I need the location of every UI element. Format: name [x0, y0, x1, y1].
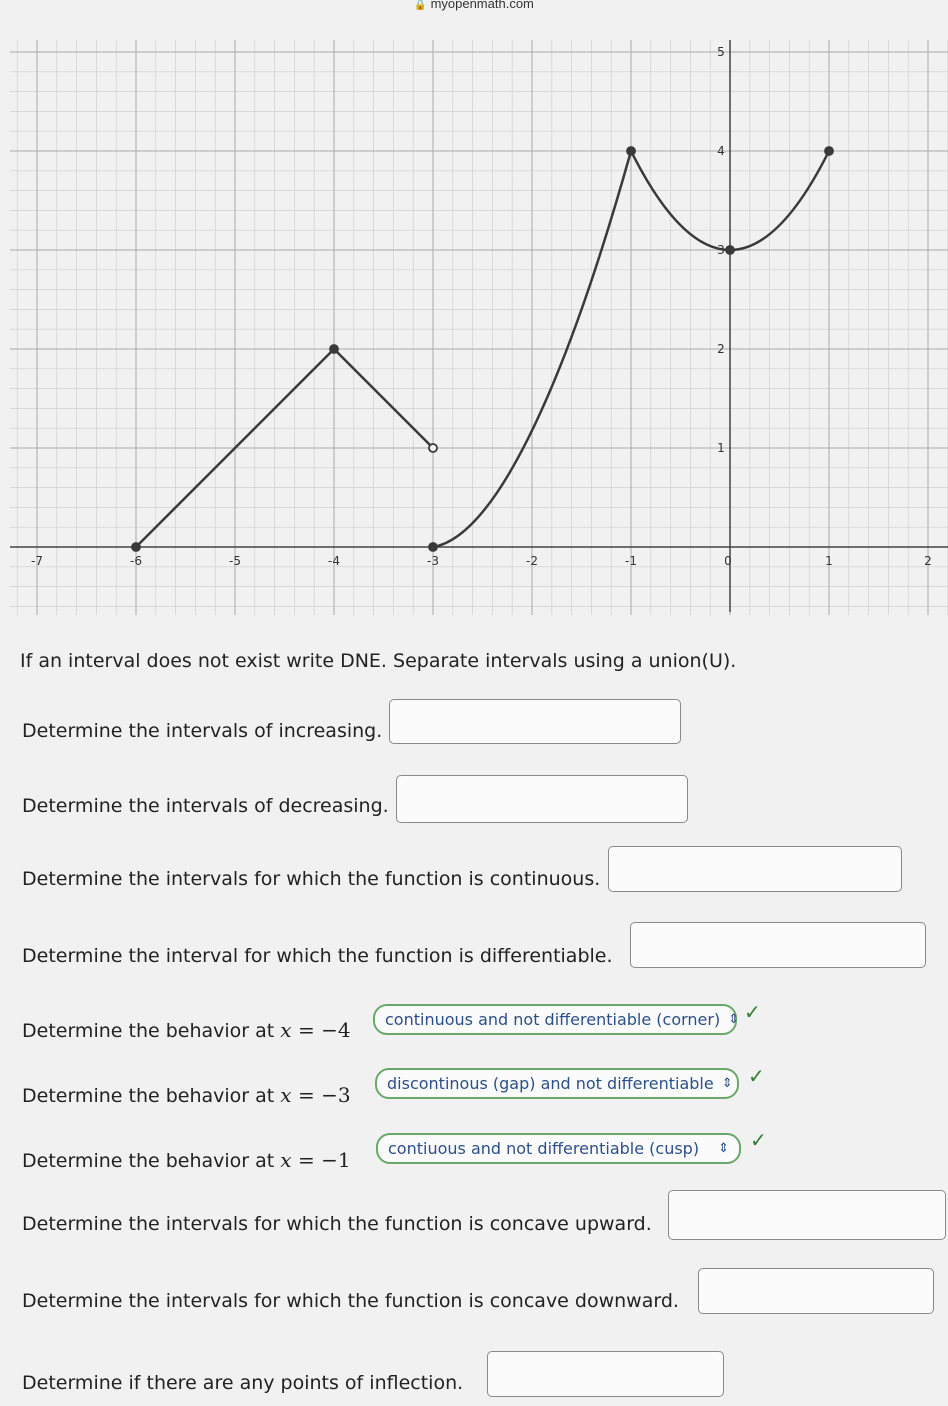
decreasing-label: Determine the intervals of decreasing. [22, 795, 389, 817]
closed-point [726, 246, 734, 254]
differentiable-label: Determine the interval for which the function is differentiable. [22, 945, 613, 967]
concave-up-label: Determine the intervals for which the function is concave upward. [22, 1213, 652, 1235]
behavior-math-3 [280, 1148, 350, 1172]
y-tick-label: 1 [717, 441, 725, 455]
lock-icon: 🔒 [414, 0, 427, 11]
minor-grid [10, 40, 948, 615]
decreasing-input[interactable] [396, 775, 688, 823]
y-tick-label: 4 [717, 144, 725, 158]
closed-point [132, 543, 140, 551]
behavior-label-2: Determine the behavior at [22, 1085, 275, 1107]
behavior-question-2 [22, 1083, 351, 1107]
concave-down-input[interactable] [698, 1268, 934, 1314]
chevron-updown-icon: ⇕ [728, 1012, 740, 1027]
behavior-math-2 [280, 1083, 350, 1107]
x-tick-label: -7 [31, 554, 43, 568]
check-icon: ✓ [748, 1064, 765, 1088]
open-point [429, 444, 437, 452]
x-tick-label: 2 [924, 554, 932, 568]
behavior-select-1-value: continuous and not differentiable (corner) [385, 1010, 721, 1029]
x-tick-label: -6 [130, 554, 142, 568]
x-tick-label: -2 [526, 554, 538, 568]
behavior-label-3: Determine the behavior at [22, 1150, 275, 1172]
behavior-question-3 [22, 1148, 351, 1172]
behavior-x-value-2: −3 [321, 1083, 351, 1107]
closed-point [627, 147, 635, 155]
behavior-var-3: x [280, 1148, 292, 1172]
behavior-select-2[interactable] [375, 1068, 739, 1099]
increasing-label: Determine the intervals of increasing. [22, 720, 383, 742]
x-tick-label: -4 [328, 554, 340, 568]
closed-point [330, 345, 338, 353]
behavior-select-3[interactable] [376, 1133, 741, 1164]
behavior-x-value-3: −1 [321, 1148, 351, 1172]
x-tick-label: 0 [724, 554, 732, 568]
behavior-select-1[interactable] [373, 1004, 740, 1035]
behavior-label-1: Determine the behavior at [22, 1020, 275, 1042]
axes [10, 40, 948, 612]
x-tick-label: -1 [625, 554, 637, 568]
function-graph [0, 0, 948, 620]
x-tick-label: 1 [825, 554, 833, 568]
concave-up-input[interactable] [668, 1190, 946, 1240]
inflection-input[interactable] [487, 1351, 724, 1397]
closed-point [825, 147, 833, 155]
instructions-text: If an interval does not exist write DNE. Separate intervals using a union(U). [20, 650, 737, 672]
chevron-updown-icon: ⇕ [718, 1141, 729, 1156]
closed-point [429, 543, 437, 551]
y-tick-label: 5 [717, 45, 725, 59]
behavior-question-1 [22, 1018, 351, 1042]
behavior-var-2: x [280, 1083, 292, 1107]
continuous-label: Determine the intervals for which the function is continuous. [22, 868, 601, 890]
behavior-var-1: x [280, 1018, 292, 1042]
differentiable-input[interactable] [630, 922, 926, 968]
chevron-updown-icon: ⇕ [721, 1076, 733, 1091]
behavior-math-1 [280, 1018, 350, 1042]
x-tick-label: -3 [427, 554, 439, 568]
behavior-select-2-value: discontinous (gap) and not differentiable [387, 1074, 714, 1093]
behavior-eq-2: = [297, 1083, 315, 1107]
check-icon: ✓ [750, 1128, 767, 1152]
inflection-label: Determine if there are any points of inflection. [22, 1372, 464, 1394]
increasing-input[interactable] [389, 699, 681, 744]
behavior-x-value-1: −4 [321, 1018, 351, 1042]
check-icon: ✓ [744, 1000, 761, 1024]
concave-down-label: Determine the intervals for which the function is concave downward. [22, 1290, 679, 1312]
behavior-eq-1: = [297, 1018, 315, 1042]
x-tick-label: -5 [229, 554, 241, 568]
x-tick-labels [31, 554, 932, 568]
continuous-input[interactable] [608, 846, 902, 892]
y-tick-label: 2 [717, 342, 725, 356]
major-grid [10, 40, 948, 615]
url-text: myopenmath.com [430, 0, 534, 11]
behavior-eq-3: = [297, 1148, 315, 1172]
behavior-select-3-value: contiuous and not differentiable (cusp) [388, 1139, 700, 1158]
y-tick-label: 3 [717, 243, 725, 257]
